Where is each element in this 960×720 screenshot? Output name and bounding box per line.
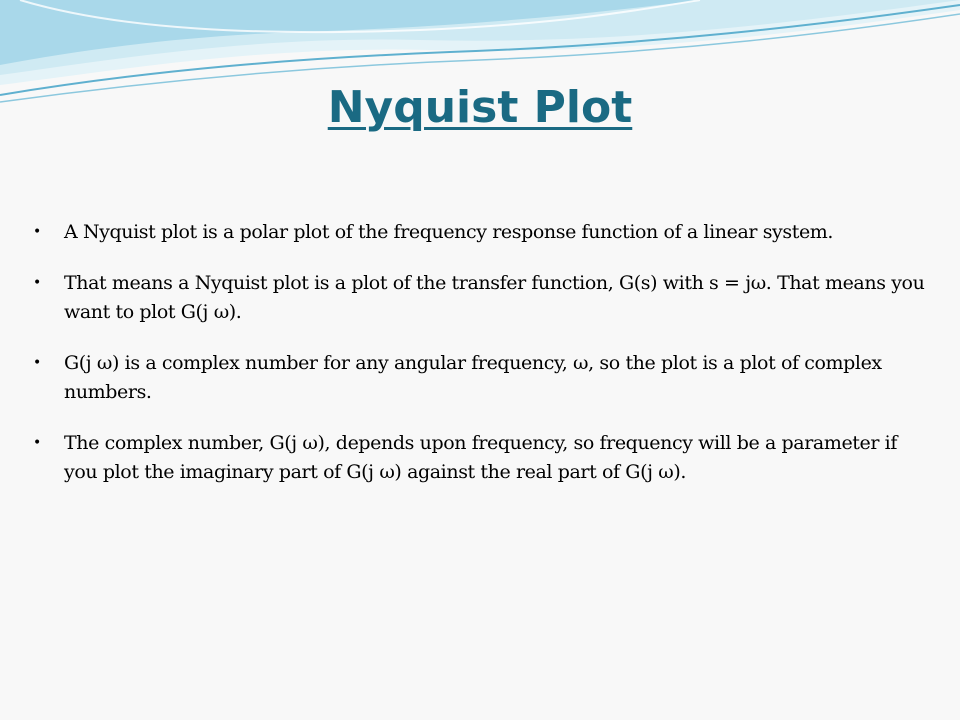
bullet-list: [33, 218, 933, 509]
bullet-text: That means a Nyquist plot is a plot of the transfer function, G(s) with s = jω. That means you want to plot G(j ω).: [64, 272, 925, 323]
slide-title: Nyquist Plot: [327, 82, 633, 133]
bullet-marker: •: [33, 275, 41, 291]
bullet-marker: •: [33, 355, 41, 371]
bullet-item: [33, 429, 933, 487]
bullet-text: The complex number, G(j ω), depends upon frequency, so frequency will be a parameter if you plot the imaginary part of G(j ω) against the real part of G(j ω).: [64, 432, 897, 483]
bullet-item: [33, 218, 933, 247]
bullet-marker: •: [33, 435, 41, 451]
bullet-marker: •: [33, 224, 41, 240]
bullet-item: [33, 349, 933, 407]
bullet-item: [33, 269, 933, 327]
bullet-text: A Nyquist plot is a polar plot of the frequency response function of a linear system.: [64, 221, 834, 243]
bullet-text: G(j ω) is a complex number for any angular frequency, ω, so the plot is a plot of complex numbers.: [64, 352, 882, 403]
